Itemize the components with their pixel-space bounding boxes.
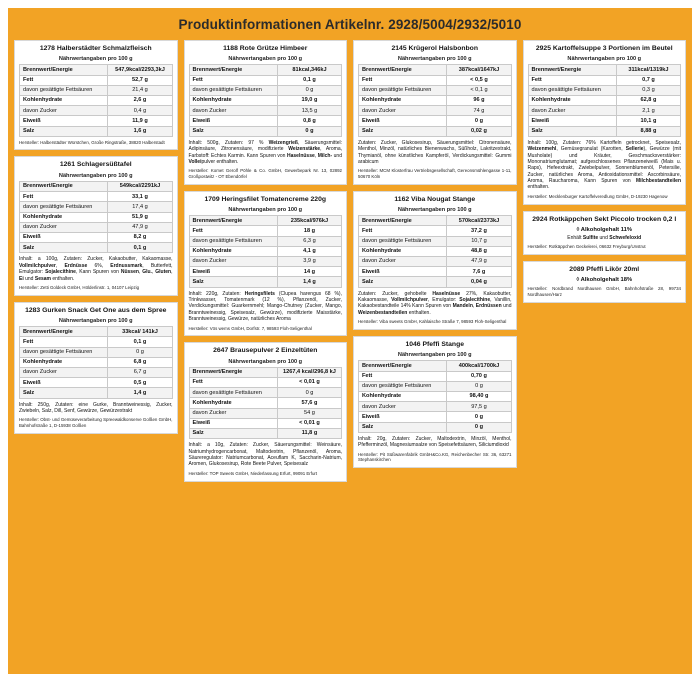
table-row: Fett 18 g [189, 226, 342, 236]
table-row: Fett 0,70 g [359, 371, 512, 381]
nutrition-table [19, 326, 173, 398]
nutrition-subheader: Nährwertangaben pro 100 g [58, 172, 133, 179]
table-row: davon Zucker 47,9 g [20, 222, 173, 232]
table-row: Kohlenhydrate 51,9 g [20, 212, 173, 222]
table-row: Brennwert/Energie 570kcal/2373kJ [359, 216, 512, 226]
product-card [353, 336, 517, 468]
card-title: 1278 Halberstädter Schmalzfleisch [39, 44, 152, 52]
product-card [353, 40, 517, 185]
ingredients-text: Zutaten: Zucker, gehobelte Haselnüsse 27%, Kakaobutter, Kakaomasse, Vollmilchpulver, Emulgator: Sojalecithine, Vanillin, Kakaobestandteile 14% Kann Spuren von Mandeln, Erdnüssen und Weizenbestandteilen enthalten. [358, 290, 512, 316]
table-row: Kohlenhydrate 62,8 g [528, 95, 681, 105]
producer-text: Hersteller: Nordbrand Nordhausen GmbH, Bahnhofstraße 28, 99734 Nordhausen/Harz [527, 286, 681, 297]
card-title: 2925 Kartoffelsuppe 3 Portionen im Beutel [535, 44, 673, 52]
table-row: Eiweiß 0,8 g [189, 116, 342, 126]
ingredients-text: Inhalt: a 100g, Zutaten: Zucker, Kakaobutter, Kakaomasse, Vollmilchpulver, Erdnüsse 6%, Erdnussmark, Butterfett, Emulgator: Sojalecithine, Kann Spuren von Nüssen, Glu., Gluten, Ei und Sesam enthalten. [19, 256, 173, 282]
table-row: Kohlenhydrate 48,8 g [359, 246, 512, 256]
table-row: Eiweiß 8,2 g [20, 232, 173, 242]
card-title: 2145 Krügerol Halsbonbon [391, 44, 478, 52]
producer-text: Hersteller: Obst- und Gemüseverarbeitung Spreewaldkonserve Golßen GmbH, Bahnhofstraße 1, D-15938 Golßen [19, 417, 173, 429]
table-row: davon gesättigte Fettsäuren 0 g [189, 85, 342, 95]
table-row: Fett 37,2 g [359, 226, 512, 236]
nutrition-subheader: Nährwertangaben pro 100 g [228, 207, 303, 214]
nutrition-table [189, 215, 343, 287]
table-row: Brennwert/Energie 549kcal/2291kJ [20, 181, 173, 191]
page-title: Produktinformationen Artikelnr. 2928/5004/2932/5010 [178, 17, 522, 32]
table-row: Fett < 0,5 g [359, 75, 512, 85]
card-columns [14, 40, 686, 482]
table-row: Salz 0,1 g [20, 243, 173, 253]
table-row: Kohlenhydrate 4,1 g [189, 246, 342, 256]
product-card [184, 191, 348, 337]
table-row: Eiweiß 0,5 g [20, 378, 173, 388]
table-row: Fett 0,7 g [528, 75, 681, 85]
card-title: 1046 Pfeffi Stange [405, 340, 465, 348]
ingredients-text: Inhalt: 20g, Zutaten: Zucker, Maltodextrin, Minzöl, Menthol, Pfefferminzöl, Magnesiumsalze von Speisefettsäuren, Siliciumdioxid [358, 435, 512, 449]
card-title: 1283 Gurken Snack Get One aus dem Spree [25, 306, 167, 314]
table-row: Salz 0,04 g [359, 277, 512, 287]
product-card [14, 302, 178, 434]
table-row: Brennwert/Energie 387kcal/1647kJ [359, 65, 512, 75]
nutrition-table [528, 64, 682, 136]
column-3 [353, 40, 517, 468]
column-2 [184, 40, 348, 482]
table-row: davon gesättigte Fettsäuren < 0,1 g [359, 85, 512, 95]
table-row: Kohlenhydrate 98,40 g [359, 392, 512, 402]
table-row: Brennwert/Energie 235kcal/976kJ [189, 216, 342, 226]
nutrition-subheader: Nährwertangaben pro 100 g [228, 56, 303, 63]
table-row: davon Zucker 6,7 g [20, 367, 173, 377]
producer-text: Hersteller: Rotkäppchen Geckelerei, 06632 Freyburg/Unstrut [527, 244, 646, 250]
product-card [14, 40, 178, 151]
table-row: Fett < 0,01 g [189, 378, 342, 388]
table-row: Salz 0,02 g [359, 126, 512, 136]
producer-text: Hersteller: Komet Gerolf Pöhle & Co. GmbH, Gewerbepark Nr. 13, 02892 Großpostwitz - OT Ebendörfel [188, 168, 342, 180]
table-row: Brennwert/Energie 33kcal/ 141kJ [20, 327, 173, 337]
table-row: Fett 52,7 g [20, 75, 173, 85]
product-card [184, 40, 348, 185]
table-row: davon Zucker 47,9 g [359, 257, 512, 267]
table-row: davon Zucker 74 g [359, 106, 512, 116]
table-row: Fett 33,1 g [20, 192, 173, 202]
product-card [523, 211, 687, 255]
table-row: Kohlenhydrate 19,0 g [189, 95, 342, 105]
table-row: Kohlenhydrate 6,8 g [20, 357, 173, 367]
table-row: davon gesättigte Fettsäuren 0 g [189, 388, 342, 398]
card-title: 2924 Rotkäppchen Sekt Piccolo trocken 0,2 l [532, 215, 677, 223]
table-row: Salz 0 g [189, 126, 342, 136]
nutrition-subheader: Nährwertangaben pro 100 g [58, 318, 133, 325]
ingredients-text: Inhalt: 220g, Zutaten: Heringsfilets (Clupea harengus 68 %), Trinkwasser, Tomatenmark (12 %), Pflanzenöl, Zucker, Verdickungsmittel: Guarkernmehl; Mango-Chutney (Zucker, Mango, Branntweinessig, Speisesalz, Gewürze), modifizierte Maisstärke, Branntweinessig, Gewürze, natürliches Aroma [188, 290, 342, 323]
ingredients-text: Inhalt: a 10g, Zutaten: Zucker, Säuerungsmittel: Weinsäure, Natriumhydrogencarbonat, Maltodextrin, Pflanzenöl, Aroma, Säureregulator: Natriumcarbonat, Aceuflam K, Saccharin-Natrium, Aromen, Glukosesirup, Rote Beete Pulver, Speisesalz [188, 442, 342, 468]
card-title: 1261 Schlagersüßtafel [59, 161, 132, 169]
table-row: Brennwert/Energie 400kcal/1700kJ [359, 361, 512, 371]
nutrition-subheader: Nährwertangaben pro 100 g [397, 207, 472, 214]
nutrition-table [19, 64, 173, 136]
card-title: 2647 Brausepulver 2 Einzeltüten [213, 347, 318, 355]
allergen-note: Enhält Sulfite und Schwefeloxid [567, 235, 642, 242]
table-row: davon Zucker 54 g [189, 408, 342, 418]
table-row: Brennwert/Energie 311kcal/1319kJ [528, 65, 681, 75]
ingredients-text: Inhalt: 100g, Zutaten: 76% Kartoffeln getrocknet, Speisesalz, Weizenmehl, Gemüsegranulat (Karotten, Sellerie), Gewürze (mit Musholate) und Kräuter, Geschmacksverstärker: Mononatriumglutamat; aufgeschlossenes Pflanzeneiweiß (Mais u. Raps), Hefeextrakt, Zwiebelpulver, Sonnenblumenöl, Petersilie, Zucker, natürliches Aroma, Antioxidationsmittel: Ascorbinsäure, Aroma, Raucharoma, Kann Spuren von Milchbestandteilen enthalten. [527, 139, 681, 191]
card-title: 2089 Pfeffi Likör 20ml [569, 265, 640, 273]
table-row: davon gesättigte Fettsäuren 0 g [359, 381, 512, 391]
nutrition-subheader: Nährwertangaben pro 100 g [397, 352, 472, 359]
card-title: 1162 Viba Nougat Stange [394, 195, 476, 203]
card-title: 1188 Rote Grütze Himbeer [223, 44, 308, 52]
nutrition-table [358, 360, 512, 432]
nutrition-table [189, 64, 343, 136]
table-row: davon Zucker 13,5 g [189, 106, 342, 116]
table-row: Eiweiß 0 g [359, 412, 512, 422]
product-card [184, 342, 348, 481]
table-row: davon Zucker 0,4 g [20, 106, 173, 116]
producer-text: Hersteller: MCM Klosterfrau Vertriebsgesellschaft, Gereonsmühlengasse 1-11, 50670 Köln [358, 168, 512, 180]
table-row: Salz 8,88 g [528, 126, 681, 136]
table-row: davon gesättigte Fettsäuren 0,3 g [528, 85, 681, 95]
table-row: davon Zucker 3,9 g [189, 257, 342, 267]
table-row: davon gesättigte Fettsäuren 10,7 g [359, 236, 512, 246]
nutrition-table [19, 181, 173, 253]
producer-text: Hersteller: TOP Sweets GmbH, Niederlassung Erfurt, 99091 Erfurt [188, 470, 318, 476]
table-row: Eiweiß 0 g [359, 116, 512, 126]
nutrition-table [358, 64, 512, 136]
ingredients-text: Inhalt: 500g, Zutaten: 97 % Weizengrieß, Säuerungsmittel: Adipinsäure, Zitronensäure, modifizierte Weizenstärke, Aroma, Farbstoff: Echtes Karmin. Kann Spuren von Haselnüsse, Milch- und Volleipulver enthalten. [188, 139, 343, 165]
product-card [523, 261, 687, 303]
column-1 [14, 40, 178, 434]
table-row: Eiweiß 14 g [189, 267, 342, 277]
table-row: Eiweiß 10,1 g [528, 116, 681, 126]
table-row: Salz 11,8 g [189, 429, 342, 439]
table-row: Eiweiß < 0,01 g [189, 418, 342, 428]
table-row: davon gesättigte Fettsäuren 17,4 g [20, 202, 173, 212]
table-row: Salz 1,4 g [189, 277, 342, 287]
product-info-sheet [8, 8, 692, 674]
table-row: davon Zucker 97,5 g [359, 402, 512, 412]
card-title: 1709 Heringsfilet Tomatencreme 220g [204, 195, 326, 203]
nutrition-table [189, 367, 343, 439]
table-row: davon gesättigte Fettsäuren 6,3 g [189, 236, 342, 246]
product-card [523, 40, 687, 205]
table-row: Fett 0,1 g [20, 337, 173, 347]
producer-text: Hersteller: Mecklenburger Kartoffelveredlung GmbH, D-19230 Hagenow [527, 193, 668, 199]
producer-text: Hersteller: Zetti Goldeck GmbH, Hölderlinstr. 1, 04107 Leipzig [19, 284, 140, 290]
table-row: Kohlenhydrate 96 g [359, 95, 512, 105]
alcohol-content: ◊ Alkoholgehalt 18% [576, 277, 633, 284]
ingredients-text: Inhalt: 250g, Zutaten: eine Gurke, Branntweinessig, Zucker, Zwiebeln, Salz, Dill, Senf, Gewürze, Gewürzextrakt [19, 401, 173, 414]
table-row: davon gesättigte Fettsäuren 0 g [20, 347, 173, 357]
producer-text: Hersteller: Pit Süßwarenfabrik GmbH&Co.KG, Reichenbecher Str. 36, 63271 Stephanskirchen [358, 451, 512, 463]
nutrition-subheader: Nährwertangaben pro 100 g [58, 56, 133, 63]
table-row: davon gesättigte Fettsäuren 21,4 g [20, 85, 173, 95]
table-row: Kohlenhydrate 57,6 g [189, 398, 342, 408]
table-row: Brennwert/Energie 81kcal,346kJ [189, 65, 342, 75]
producer-text: Hersteller: Halberstädter Würstchen, Große Ringstraße, 38820 Halberstadt [19, 139, 165, 145]
ingredients-text: Zutaten: Zucker, Glukosesirup, Säuerungsmittel: Citronensäure, Menthol, Minzöl, natürliches Bienenwachs, Süßholz, Lakritzextrakt, Thymianöl, ohne künstliches Kampferöl, Verdickungsmittel: Gummi arabicum [358, 139, 512, 165]
nutrition-subheader: Nährwertangaben pro 100 g [567, 56, 642, 63]
table-row: davon Zucker 2,1 g [528, 106, 681, 116]
table-row: Fett 0,1 g [189, 75, 342, 85]
table-row: Salz 0 g [359, 422, 512, 432]
product-card [353, 191, 517, 330]
table-row: Eiweiß 11,9 g [20, 116, 173, 126]
table-row: Brennwert/Energie 547,9kcal/2293,3kJ [20, 65, 173, 75]
product-card [14, 156, 178, 295]
table-row: Eiweiß 7,6 g [359, 267, 512, 277]
column-4 [523, 40, 687, 303]
nutrition-subheader: Nährwertangaben pro 100 g [228, 358, 303, 365]
table-row: Salz 1,4 g [20, 388, 173, 398]
nutrition-subheader: Nährwertangaben pro 100 g [397, 56, 472, 63]
table-row: Kohlenhydrate 2,6 g [20, 95, 173, 105]
producer-text: Hersteller: Viba sweets GmbH, Kahlaische Straße 7, 98593 Floh-Seligenthal [358, 319, 507, 325]
alcohol-content: ◊ Alkoholgehalt 11% [576, 227, 632, 234]
producer-text: Hersteller: Vös wems GmbH, Dorfstr. 7, 98593 Floh-Seligenthal [188, 325, 312, 331]
nutrition-table [358, 215, 512, 287]
table-row: Salz 1,6 g [20, 126, 173, 136]
table-row: Brennwert/Energie 1267,4 kcal/296,8 kJ [189, 367, 342, 377]
